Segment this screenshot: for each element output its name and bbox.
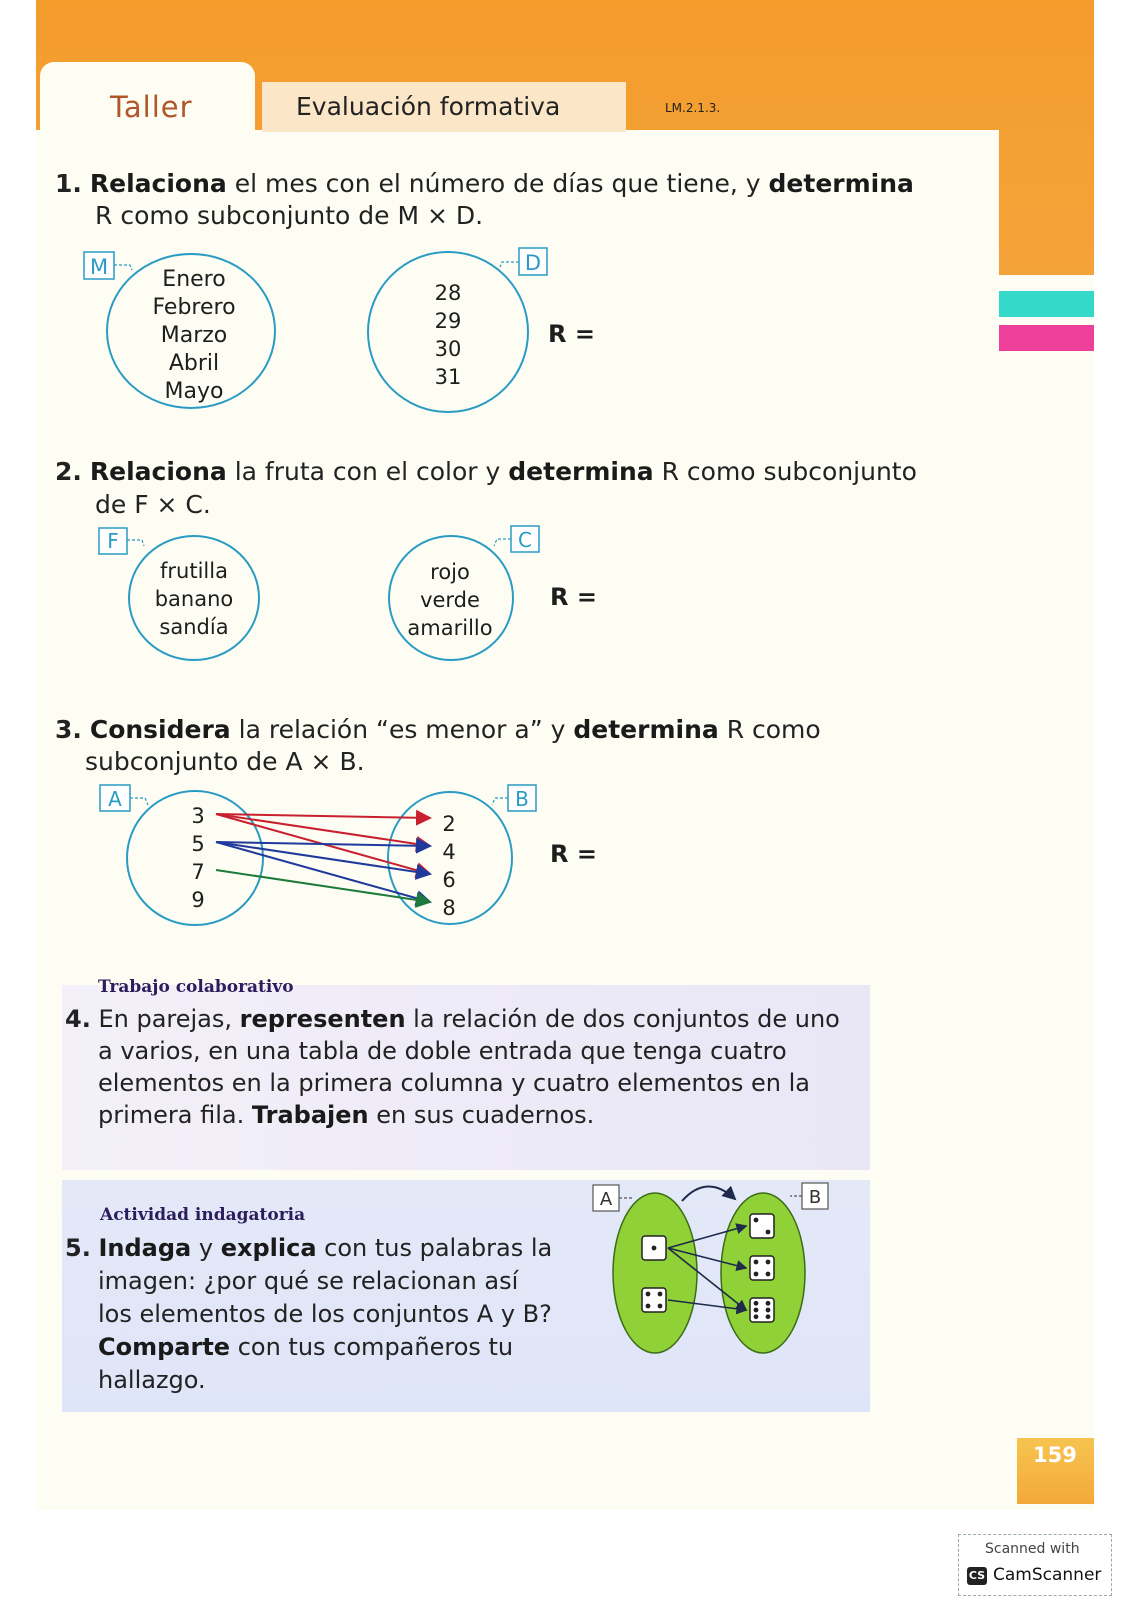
q2-text-1: la fruta con el color y [226, 457, 509, 486]
set-a-element: 3 [191, 804, 205, 828]
set-a-pointer [130, 798, 148, 805]
q1-diagram [70, 240, 590, 430]
q4-line-4-a: primera fila. [98, 1101, 252, 1129]
question-5-number: 5. [65, 1234, 91, 1262]
question-5-line-4 [98, 1331, 513, 1364]
q5-verb-indaga: Indaga [98, 1234, 192, 1262]
set-m-label: M [89, 255, 109, 279]
question-2 [55, 455, 917, 488]
q5-set-b-label: B [808, 1187, 822, 1208]
q5-text-2: con tus palabras la [316, 1234, 553, 1262]
q5-line-4-text: con tus compañeros tu [230, 1333, 514, 1361]
scanner-caption: Scanned with [985, 1541, 1080, 1557]
question-5 [65, 1232, 552, 1265]
question-5-line-3: los elementos de los conjuntos A y B? [98, 1300, 552, 1328]
die-face-1 [642, 1236, 666, 1260]
q5-verb-comparte: Comparte [98, 1333, 231, 1361]
collaborative-heading: Trabajo colaborativo [98, 977, 294, 997]
question-1 [55, 167, 914, 200]
q5-dice-diagram [590, 1175, 840, 1360]
q3-verb-considera: Considera [89, 715, 231, 744]
die-face-4 [642, 1288, 666, 1312]
q2-r-label: R = [550, 583, 597, 611]
set-m-element: Mayo [164, 379, 224, 404]
set-b-element: 4 [442, 840, 456, 864]
q4-text-2: la relación de dos conjuntos de uno [405, 1005, 840, 1033]
set-b-element: 6 [442, 868, 456, 892]
set-a-element: 9 [191, 888, 205, 912]
die-face-6 [750, 1298, 774, 1322]
set-f-label: F [107, 529, 119, 553]
set-b-pointer [492, 798, 508, 805]
q3-text-1: la relación “es menor a” y [230, 715, 574, 744]
set-c-pointer [494, 539, 511, 546]
set-d-element: 29 [434, 309, 462, 333]
set-f-element: frutilla [160, 559, 228, 583]
set-m-element: Enero [162, 267, 226, 292]
question-3-number: 3. [55, 715, 82, 744]
q1-text-1: el mes con el número de días que tiene, y [226, 169, 769, 198]
set-a-ellipse [613, 1193, 697, 1353]
set-d-label: D [524, 251, 542, 275]
question-4 [65, 1003, 840, 1036]
scanner-brand: CamScanner [993, 1565, 1102, 1585]
question-3 [55, 713, 821, 746]
q2-verb-relaciona: Relaciona [89, 457, 227, 486]
set-m-element: Abril [168, 351, 220, 376]
q5-text-1: y [191, 1234, 221, 1262]
die-face-2 [750, 1214, 774, 1238]
tab-evaluacion-formativa [262, 82, 626, 132]
q2-verb-determina: determina [508, 457, 654, 486]
q2-diagram [80, 520, 560, 670]
question-3-line-2: subconjunto de A × B. [85, 747, 365, 776]
q4-text-1: En parejas, [90, 1005, 240, 1033]
set-c-element: verde [420, 588, 480, 612]
set-c-element: amarillo [407, 616, 493, 640]
magenta-strip [999, 325, 1094, 351]
cyan-strip [999, 291, 1094, 317]
set-m-element: Febrero [152, 295, 236, 320]
set-d-element: 31 [434, 365, 462, 389]
question-5-line-5: hallazgo. [98, 1366, 206, 1394]
page-number-box [1017, 1438, 1094, 1504]
relation-curved-arrow [682, 1186, 735, 1201]
curriculum-code: LM.2.1.3. [665, 101, 721, 115]
set-c-element: rojo [430, 560, 470, 584]
question-2-number: 2. [55, 457, 82, 486]
set-d-element: 28 [434, 281, 462, 305]
set-a-element: 7 [191, 860, 205, 884]
q5-verb-explica: explica [220, 1234, 317, 1262]
set-a-element: 5 [191, 832, 205, 856]
set-c-label: C [518, 528, 532, 552]
set-b-element: 2 [442, 812, 456, 836]
question-1-line-2: R como subconjunto de M × D. [95, 201, 484, 230]
q5-set-a-label: A [599, 1189, 613, 1210]
q3-verb-determina: determina [573, 715, 719, 744]
q3-r-label: R = [550, 840, 597, 868]
camscanner-logo-icon: CS [967, 1567, 987, 1585]
camscanner-watermark [958, 1534, 1112, 1596]
q2-text-2: R como subconjunto [653, 457, 917, 486]
question-4-number: 4. [65, 1005, 91, 1033]
inquiry-heading: Actividad indagatoria [100, 1205, 306, 1225]
q1-verb-relaciona: Relaciona [89, 169, 227, 198]
set-f-element: sandía [159, 615, 229, 639]
q3-text-2: R como [718, 715, 821, 744]
set-f-pointer [127, 540, 144, 546]
question-1-number: 1. [55, 169, 82, 198]
question-5-line-2: imagen: ¿por qué se relacionan así [98, 1267, 519, 1295]
q4-line-4-b: en sus cuadernos. [368, 1101, 595, 1129]
set-m-element: Marzo [160, 323, 228, 348]
tab-taller [40, 62, 255, 142]
set-a-label: A [108, 787, 122, 811]
set-b-label: B [515, 787, 529, 811]
set-b-element: 8 [442, 896, 456, 920]
question-4-line-4 [98, 1099, 594, 1132]
tab-evaluacion-label: Evaluación formativa [296, 92, 561, 121]
q1-r-label: R = [548, 320, 595, 348]
q4-verb-trabajen: Trabajen [251, 1101, 369, 1129]
set-d-pointer [500, 262, 519, 267]
set-m-pointer [114, 265, 132, 270]
tab-taller-label: Taller [110, 90, 193, 124]
q4-verb-representen: representen [239, 1005, 406, 1033]
question-2-line-2: de F × C. [95, 490, 211, 519]
question-4-line-2: a varios, en una tabla de doble entrada que tenga cuatro [98, 1037, 787, 1065]
set-d-element: 30 [434, 337, 462, 361]
set-f-element: banano [154, 587, 234, 611]
q1-verb-determina: determina [768, 169, 914, 198]
die-face-4 [750, 1256, 774, 1280]
page-number: 159 [1033, 1443, 1077, 1467]
q3-diagram [90, 778, 560, 933]
question-4-line-3: elementos en la primera columna y cuatro elementos en la [98, 1069, 810, 1097]
